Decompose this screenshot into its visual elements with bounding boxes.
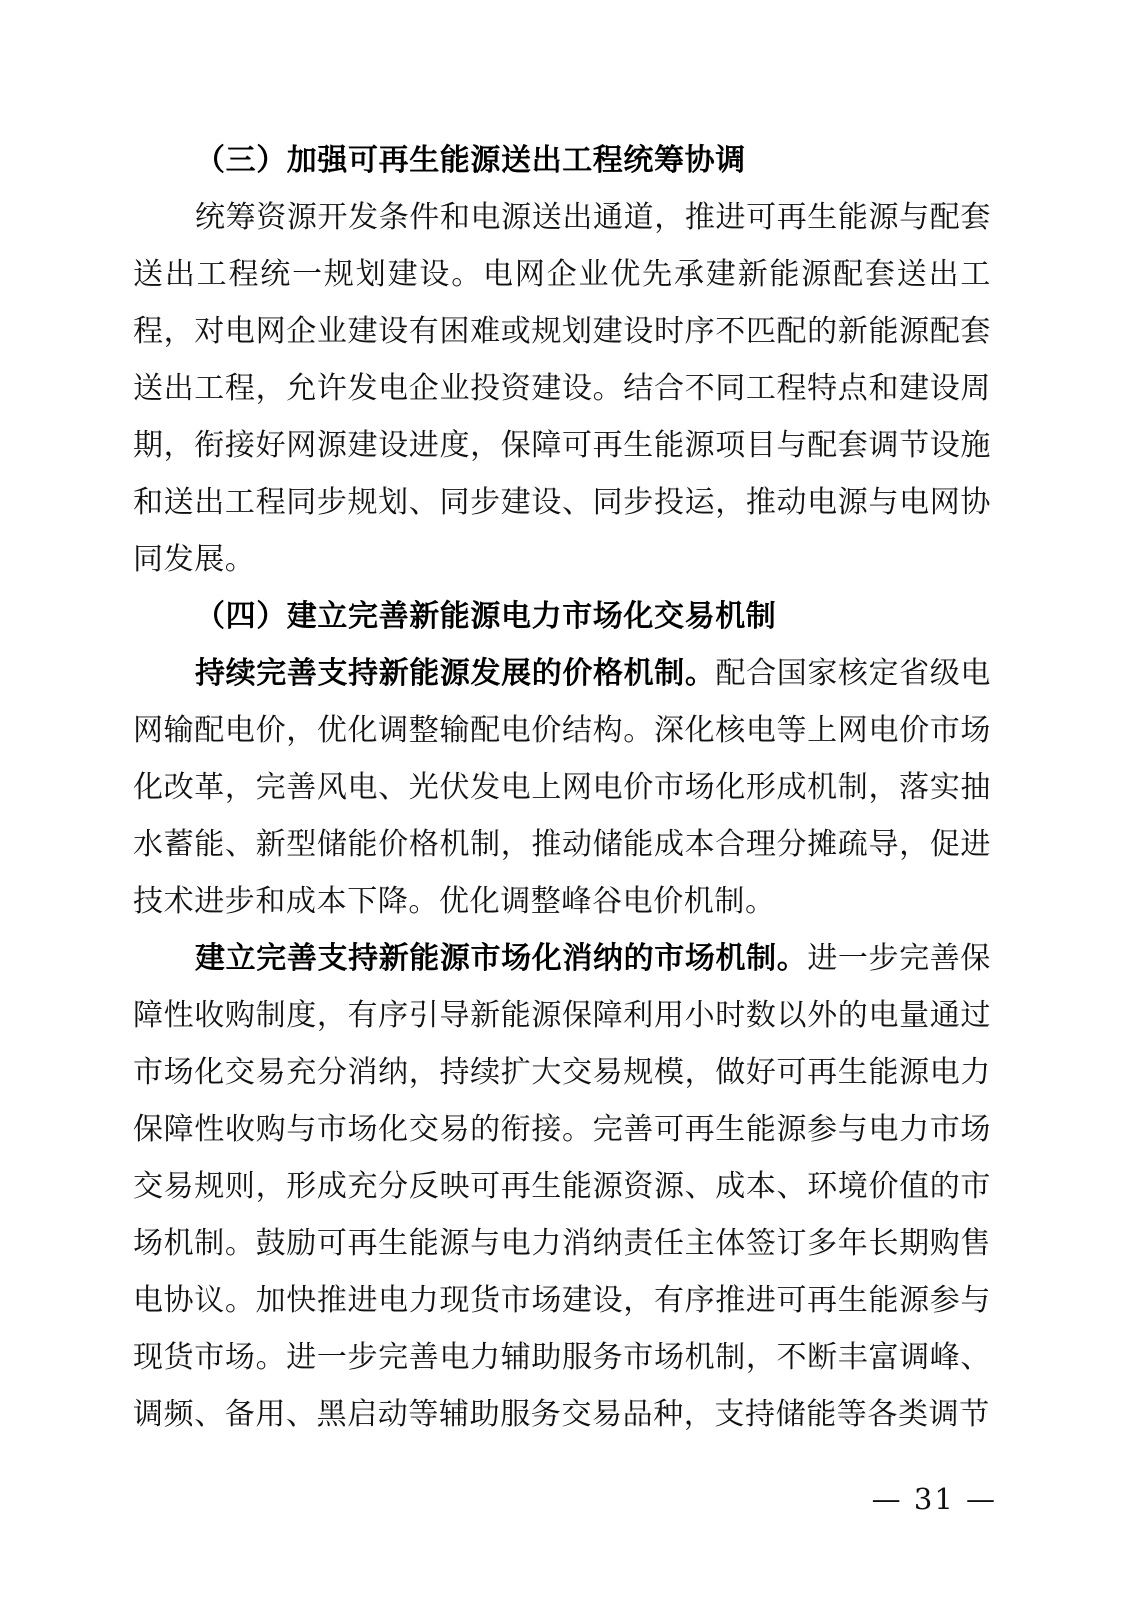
section-4-paragraph-price-mechanism (133, 645, 991, 930)
paragraph-bold-lead: 持续完善支持新能源发展的价格机制。 (195, 656, 716, 691)
paragraph-text: 配合国家核定省级电网输配电价，优化调整输配电价结构。深化核电等上网电价市场化改革，完善风电、光伏发电上网电价市场化形成机制，落实抽水蓄能、新型储能价格机制，推动储能成本合理分摊疏导，促进技术进步和成本下降。优化调整峰谷电价机制。 (133, 656, 991, 919)
section-3-paragraph (133, 189, 991, 588)
section-heading-4: （四）建立完善新能源电力市场化交易机制 (195, 599, 777, 634)
section-heading-3: （三）加强可再生能源送出工程统筹协调 (195, 143, 746, 178)
paragraph-text: 进一步完善保障性收购制度，有序引导新能源保障利用小时数以外的电量通过市场化交易充分消纳，持续扩大交易规模，做好可再生能源电力保障性收购与市场化交易的衔接。完善可再生能源参与电力市场交易规则，形成充分反映可再生能源资源、成本、环境价值的市场机制。鼓励可再生能源与电力消纳责任主体签订多年长期购售电协议。加快推进电力现货市场建设，有序推进可再生能源参与现货市场。进一步完善电力辅助服务市场机制，不断丰富调峰、调频、备用、黑启动等辅助服务交易品种，支持储能等各类调节 (133, 941, 991, 1432)
page-number: — 31 — (871, 1482, 997, 1516)
paragraph-bold-lead: 建立完善支持新能源市场化消纳的市场机制。 (195, 941, 808, 976)
document-content (133, 132, 991, 1443)
section-4-paragraph-market-mechanism (133, 930, 991, 1443)
paragraph-text: 统筹资源开发条件和电源送出通道，推进可再生能源与配套送出工程统一规划建设。电网企业优先承建新能源配套送出工程，对电网企业建设有困难或规划建设时序不匹配的新能源配套送出工程，允许发电企业投资建设。结合不同工程特点和建设周期，衔接好网源建设进度，保障可再生能源项目与配套调节设施和送出工程同步规划、同步建设、同步投运，推动电源与电网协同发展。 (133, 200, 991, 577)
